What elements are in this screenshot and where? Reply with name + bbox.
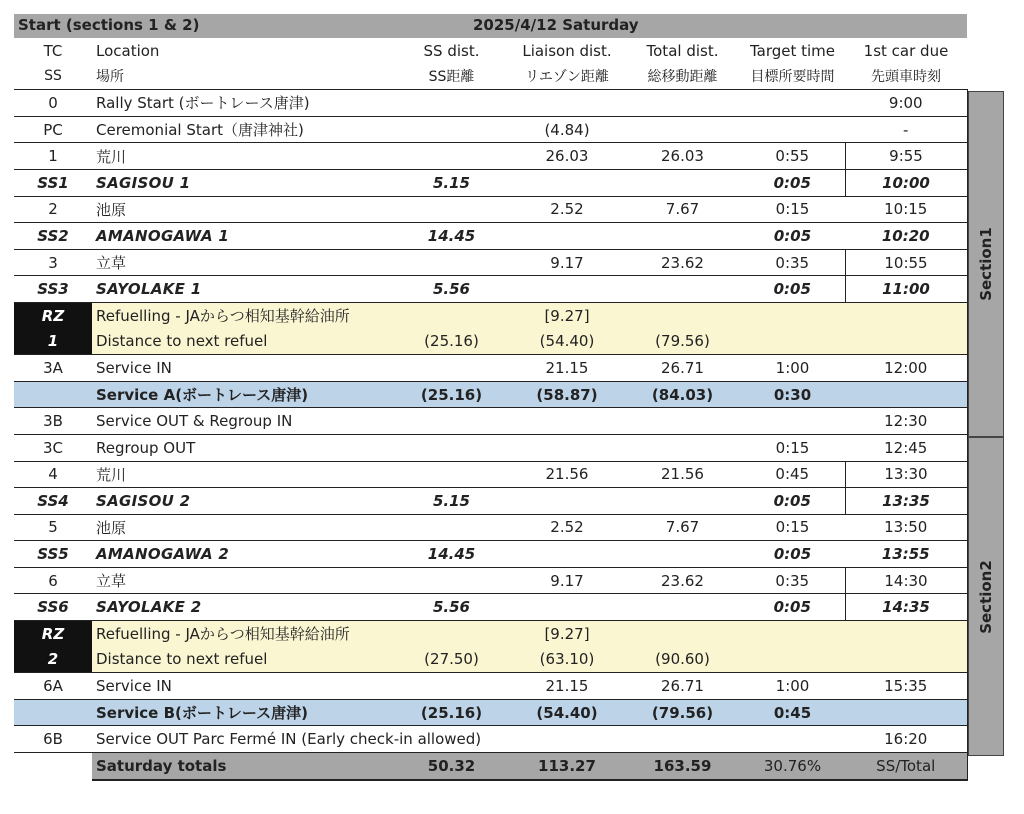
table-row <box>14 276 967 303</box>
cell-target-time: 0:35 <box>740 567 845 594</box>
cell-ss-dist: 14.45 <box>394 223 509 250</box>
cell-liaison-dist: (63.10) <box>509 647 625 673</box>
header-target-time: Target time <box>749 41 836 60</box>
cell-ss-dist <box>394 116 509 143</box>
cell-first-car-due: 11:00 <box>845 276 967 303</box>
cell-tc: SS6 <box>14 594 92 621</box>
cell-location: Service A(ボートレース唐津) <box>92 381 394 408</box>
cell-tc: 5 <box>14 514 92 541</box>
cell-total-dist <box>625 488 740 515</box>
header-first-car-due: 1st car due <box>863 41 949 60</box>
cell-liaison-dist <box>509 488 625 515</box>
header-location: Location <box>96 41 160 60</box>
cell-location: 荒川 <box>92 461 394 488</box>
table-row <box>14 541 967 568</box>
cell-ss-dist: 5.56 <box>394 594 509 621</box>
cell-first-car-due: 13:35 <box>845 488 967 515</box>
cell-liaison-dist: 113.27 <box>509 753 625 780</box>
cell-target-time: 1:00 <box>740 673 845 700</box>
cell-first-car-due <box>845 647 967 673</box>
cell-tc: 0 <box>14 90 92 117</box>
cell-liaison-dist: [9.27] <box>509 302 625 328</box>
cell-total-dist <box>625 90 740 117</box>
cell-target-time: 0:15 <box>740 514 845 541</box>
cell-target-time: 0:05 <box>740 594 845 621</box>
cell-location: Service IN <box>92 673 394 700</box>
cell-first-car-due: 10:00 <box>845 169 967 196</box>
cell-tc: 6A <box>14 673 92 700</box>
cell-liaison-dist: 9.17 <box>509 567 625 594</box>
cell-liaison-dist: (54.40) <box>509 329 625 355</box>
cell-tc: PC <box>14 116 92 143</box>
cell-total-dist <box>625 434 740 461</box>
cell-tc: 6B <box>14 726 92 753</box>
cell-target-time <box>740 302 845 328</box>
cell-ss-dist: 5.56 <box>394 276 509 303</box>
cell-first-car-due: 10:15 <box>845 196 967 223</box>
cell-tc: RZ <box>14 302 92 328</box>
cell-tc <box>14 699 92 726</box>
cell-total-dist: 26.71 <box>625 673 740 700</box>
cell-first-car-due: - <box>845 116 967 143</box>
header-row <box>14 38 967 64</box>
cell-liaison-dist: 2.52 <box>509 514 625 541</box>
cell-target-time: 0:05 <box>740 541 845 568</box>
header-liaison-dist: リエゾン距離 <box>509 64 625 90</box>
table-row <box>14 116 967 143</box>
cell-target-time: 1:00 <box>740 355 845 382</box>
cell-first-car-due: 14:30 <box>845 567 967 594</box>
cell-target-time: 30.76% <box>740 753 845 780</box>
cell-total-dist <box>625 116 740 143</box>
cell-liaison-dist: 21.56 <box>509 461 625 488</box>
cell-liaison-dist: 2.52 <box>509 196 625 223</box>
cell-liaison-dist <box>509 169 625 196</box>
cell-ss-dist <box>394 673 509 700</box>
cell-target-time: 0:35 <box>740 249 845 276</box>
cell-first-car-due <box>845 302 967 328</box>
table-row <box>14 699 967 726</box>
cell-total-dist <box>625 408 740 435</box>
cell-tc: 3 <box>14 249 92 276</box>
cell-first-car-due: 10:20 <box>845 223 967 250</box>
cell-first-car-due <box>845 381 967 408</box>
cell-location: Distance to next refuel <box>92 329 394 355</box>
cell-total-dist <box>625 594 740 621</box>
table-row <box>14 381 967 408</box>
cell-liaison-dist: (4.84) <box>509 116 625 143</box>
cell-liaison-dist <box>509 223 625 250</box>
header-ss-dist: SS dist. <box>423 41 480 60</box>
cell-total-dist: 23.62 <box>625 249 740 276</box>
cell-ss-dist <box>394 408 509 435</box>
table-row <box>14 673 967 700</box>
cell-liaison-dist <box>509 541 625 568</box>
cell-first-car-due: 9:55 <box>845 143 967 170</box>
cell-target-time <box>740 621 845 647</box>
cell-target-time: 0:05 <box>740 223 845 250</box>
cell-total-dist: 7.67 <box>625 514 740 541</box>
cell-total-dist <box>625 726 740 753</box>
cell-liaison-dist: 21.15 <box>509 673 625 700</box>
cell-target-time <box>740 408 845 435</box>
cell-first-car-due <box>845 621 967 647</box>
cell-ss-dist <box>394 461 509 488</box>
cell-tc: SS4 <box>14 488 92 515</box>
schedule-date: 2025/4/12 Saturday <box>473 16 639 34</box>
cell-tc: RZ <box>14 621 92 647</box>
section-label-1 <box>968 91 1004 437</box>
cell-target-time <box>740 726 845 753</box>
cell-ss-dist <box>394 143 509 170</box>
cell-ss-dist <box>394 249 509 276</box>
cell-ss-dist <box>394 196 509 223</box>
cell-ss-dist: (25.16) <box>394 381 509 408</box>
cell-total-dist <box>625 541 740 568</box>
cell-location: Rally Start (ボートレース唐津) <box>92 90 394 117</box>
cell-first-car-due: SS/Total <box>845 753 967 780</box>
cell-ss-dist: 5.15 <box>394 169 509 196</box>
cell-location: SAGISOU 2 <box>92 488 394 515</box>
cell-tc: 3C <box>14 434 92 461</box>
section-name: Section2 <box>977 559 995 634</box>
cell-location: SAYOLAKE 1 <box>92 276 394 303</box>
cell-tc: 2 <box>14 196 92 223</box>
cell-liaison-dist: [9.27] <box>509 621 625 647</box>
cell-ss-dist: 14.45 <box>394 541 509 568</box>
cell-ss-dist <box>394 302 509 328</box>
cell-target-time <box>740 329 845 355</box>
table-row <box>14 302 967 328</box>
cell-first-car-due: 12:30 <box>845 408 967 435</box>
cell-target-time: 0:15 <box>740 434 845 461</box>
header-row <box>14 64 967 90</box>
cell-target-time: 0:55 <box>740 143 845 170</box>
cell-tc: SS5 <box>14 541 92 568</box>
cell-total-dist: (79.56) <box>625 329 740 355</box>
cell-liaison-dist <box>509 594 625 621</box>
cell-tc: SS1 <box>14 169 92 196</box>
table-row <box>14 461 967 488</box>
cell-first-car-due: 15:35 <box>845 673 967 700</box>
cell-target-time: 0:05 <box>740 488 845 515</box>
cell-target-time: 0:05 <box>740 276 845 303</box>
table-row <box>14 329 967 355</box>
header-target-time: 目標所要時間 <box>740 64 845 90</box>
cell-target-time <box>740 90 845 117</box>
itinerary-table <box>14 38 968 781</box>
table-row <box>14 169 967 196</box>
cell-tc: 1 <box>14 143 92 170</box>
cell-target-time: 0:05 <box>740 169 845 196</box>
cell-location: 立草 <box>92 567 394 594</box>
table-row <box>14 143 967 170</box>
header-tc: SS <box>14 64 92 90</box>
cell-location: AMANOGAWA 1 <box>92 223 394 250</box>
cell-liaison-dist: (54.40) <box>509 699 625 726</box>
cell-liaison-dist <box>509 434 625 461</box>
cell-total-dist: (90.60) <box>625 647 740 673</box>
cell-location: Regroup OUT <box>92 434 394 461</box>
cell-ss-dist: 5.15 <box>394 488 509 515</box>
cell-total-dist: (79.56) <box>625 699 740 726</box>
header-location: 場所 <box>92 64 394 90</box>
cell-total-dist <box>625 169 740 196</box>
cell-total-dist: (84.03) <box>625 381 740 408</box>
table-row <box>14 567 967 594</box>
table-row <box>14 223 967 250</box>
cell-location: Refuelling - JAからつ相知基幹給油所 <box>92 621 394 647</box>
cell-location: SAGISOU 1 <box>92 169 394 196</box>
header-tc: TC <box>43 41 63 60</box>
cell-first-car-due: 12:00 <box>845 355 967 382</box>
header-ss-dist: SS距離 <box>394 64 509 90</box>
cell-total-dist: 26.71 <box>625 355 740 382</box>
cell-location: Service OUT & Regroup IN <box>92 408 394 435</box>
cell-tc: 4 <box>14 461 92 488</box>
cell-total-dist <box>625 302 740 328</box>
cell-total-dist <box>625 621 740 647</box>
cell-liaison-dist: (58.87) <box>509 381 625 408</box>
cell-ss-dist <box>394 90 509 117</box>
cell-tc <box>14 753 92 780</box>
cell-location: Refuelling - JAからつ相知基幹給油所 <box>92 302 394 328</box>
cell-ss-dist <box>394 621 509 647</box>
table-row <box>14 726 967 753</box>
cell-ss-dist <box>394 434 509 461</box>
header-total-dist: 総移動距離 <box>625 64 740 90</box>
cell-first-car-due: 16:20 <box>845 726 967 753</box>
cell-location: Distance to next refuel <box>92 647 394 673</box>
cell-location: 池原 <box>92 514 394 541</box>
cell-location: Service B(ボートレース唐津) <box>92 699 394 726</box>
cell-tc: SS2 <box>14 223 92 250</box>
cell-tc: SS3 <box>14 276 92 303</box>
cell-tc: 2 <box>14 647 92 673</box>
cell-ss-dist: (27.50) <box>394 647 509 673</box>
cell-first-car-due: 13:55 <box>845 541 967 568</box>
cell-first-car-due: 13:50 <box>845 514 967 541</box>
table-row <box>14 408 967 435</box>
cell-first-car-due: 13:30 <box>845 461 967 488</box>
table-row <box>14 355 967 382</box>
cell-location: 池原 <box>92 196 394 223</box>
cell-total-dist: 163.59 <box>625 753 740 780</box>
cell-total-dist <box>625 223 740 250</box>
cell-first-car-due: 10:55 <box>845 249 967 276</box>
section-label-2 <box>968 437 1004 756</box>
cell-ss-dist: (25.16) <box>394 329 509 355</box>
cell-liaison-dist <box>509 726 625 753</box>
header-first-car-due: 先頭車時刻 <box>845 64 967 90</box>
totals-row <box>14 753 967 780</box>
cell-tc: 3A <box>14 355 92 382</box>
cell-location: SAYOLAKE 2 <box>92 594 394 621</box>
cell-first-car-due <box>845 329 967 355</box>
cell-target-time: 0:45 <box>740 461 845 488</box>
cell-total-dist: 21.56 <box>625 461 740 488</box>
cell-target-time: 0:30 <box>740 381 845 408</box>
table-row <box>14 196 967 223</box>
cell-first-car-due: 9:00 <box>845 90 967 117</box>
cell-liaison-dist: 26.03 <box>509 143 625 170</box>
schedule-title-bar <box>14 14 967 38</box>
table-row <box>14 90 967 117</box>
cell-ss-dist <box>394 355 509 382</box>
cell-first-car-due: 12:45 <box>845 434 967 461</box>
cell-location: Service OUT Parc Fermé IN (Early check-in allowed) <box>92 726 394 753</box>
cell-liaison-dist <box>509 276 625 303</box>
cell-ss-dist: 50.32 <box>394 753 509 780</box>
schedule-title: Start (sections 1 & 2) <box>18 16 200 34</box>
cell-liaison-dist: 9.17 <box>509 249 625 276</box>
cell-target-time <box>740 647 845 673</box>
cell-tc: 6 <box>14 567 92 594</box>
cell-liaison-dist <box>509 90 625 117</box>
cell-total-dist: 26.03 <box>625 143 740 170</box>
cell-tc: 1 <box>14 329 92 355</box>
cell-target-time <box>740 116 845 143</box>
cell-location: AMANOGAWA 2 <box>92 541 394 568</box>
cell-ss-dist <box>394 567 509 594</box>
cell-liaison-dist: 21.15 <box>509 355 625 382</box>
table-row <box>14 621 967 647</box>
cell-first-car-due: 14:35 <box>845 594 967 621</box>
table-row <box>14 488 967 515</box>
section-name: Section1 <box>977 227 995 301</box>
cell-total-dist: 7.67 <box>625 196 740 223</box>
cell-total-dist <box>625 276 740 303</box>
table-row <box>14 434 967 461</box>
cell-location: 荒川 <box>92 143 394 170</box>
cell-target-time: 0:15 <box>740 196 845 223</box>
table-row <box>14 647 967 673</box>
cell-total-dist: 23.62 <box>625 567 740 594</box>
cell-ss-dist <box>394 514 509 541</box>
table-row <box>14 594 967 621</box>
cell-ss-dist: (25.16) <box>394 699 509 726</box>
cell-location: 立草 <box>92 249 394 276</box>
cell-tc: 3B <box>14 408 92 435</box>
table-row <box>14 249 967 276</box>
cell-location: Service IN <box>92 355 394 382</box>
cell-tc <box>14 381 92 408</box>
cell-first-car-due <box>845 699 967 726</box>
header-liaison-dist: Liaison dist. <box>522 41 612 60</box>
cell-location: Saturday totals <box>92 753 394 780</box>
cell-liaison-dist <box>509 408 625 435</box>
cell-location: Ceremonial Start（唐津神社) <box>92 116 394 143</box>
cell-target-time: 0:45 <box>740 699 845 726</box>
table-row <box>14 514 967 541</box>
header-total-dist: Total dist. <box>646 41 719 60</box>
